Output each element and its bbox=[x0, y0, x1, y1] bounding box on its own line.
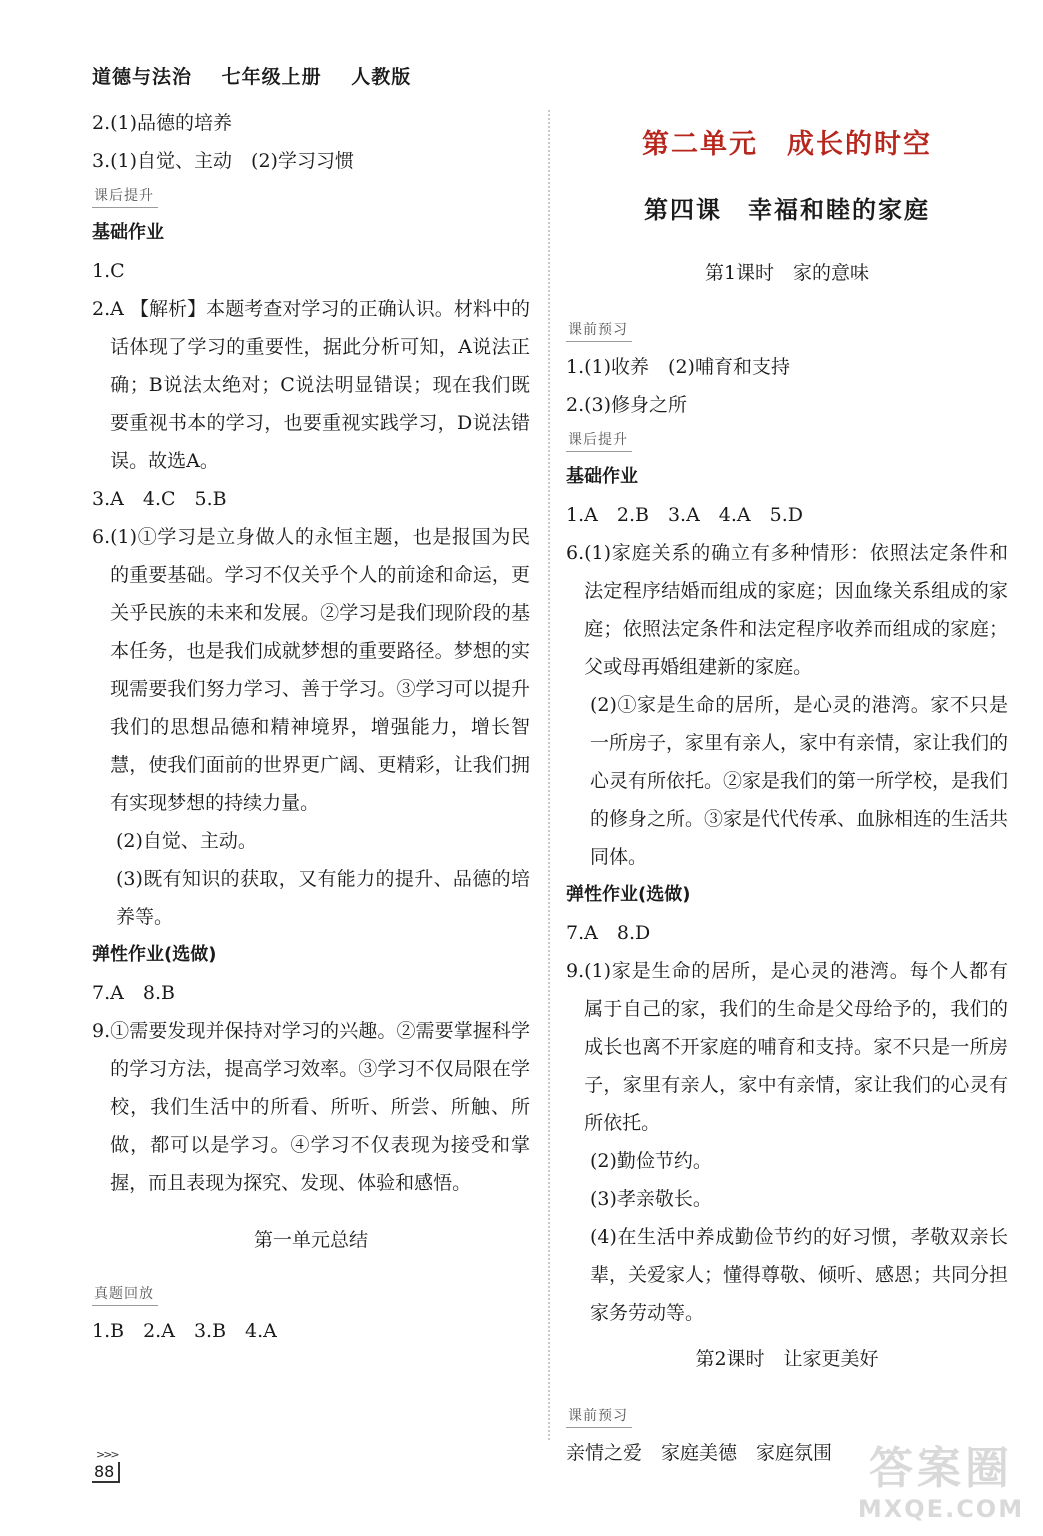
section-heading-basic: 基础作业 bbox=[566, 466, 638, 487]
answer-text: (3)既有知识的获取，又有能力的提升、品德的培养等。 bbox=[116, 868, 530, 928]
question-number: 2. bbox=[92, 298, 111, 320]
answer-line: (2)自觉、主动。 bbox=[116, 830, 257, 852]
question-number: 9. bbox=[566, 960, 585, 982]
answer-item bbox=[566, 952, 1008, 1142]
header-edition: 人教版 bbox=[351, 66, 412, 88]
answer-line: 1.A 2.B 3.A 4.A 5.D bbox=[566, 504, 803, 526]
section-tag-review: 真题回放 bbox=[92, 1284, 158, 1306]
watermark-logo: 答案圈 bbox=[869, 1443, 1013, 1494]
answer-text: (1)家是生命的居所，是心灵的港湾。每个人都有属于自己的家，我们的生命是父母给予的，我们的成长也离不开家庭的哺育和支持。家不只是一所房子，家里有亲人，家中有亲情，家让我们的心灵有所依托。 bbox=[584, 960, 1008, 1134]
left-column bbox=[92, 104, 530, 1350]
section-heading-flex: 弹性作业(选做) bbox=[566, 884, 691, 905]
answer-item bbox=[92, 290, 530, 480]
section-tag-after-class: 课后提升 bbox=[92, 186, 158, 208]
section-heading-basic: 基础作业 bbox=[92, 222, 164, 243]
answer-text: (1)①学习是立身做人的永恒主题，也是报国为民的重要基础。学习不仅关乎个人的前途和命运，更关乎民族的未来和发展。②学习是我们现阶段的基本任务，也是我们成就梦想的重要路径。梦想的实现需要我们努力学习、善于学习。③学习可以提升我们的思想品德和精神境界，增强能力，增长智慧，使我们面前的世界更广阔、更精彩，让我们拥有实现梦想的持续力量。 bbox=[110, 526, 530, 814]
answer-line: 3.(1)自觉、主动 (2)学习习惯 bbox=[92, 150, 354, 172]
section-tag-after-class: 课后提升 bbox=[566, 430, 632, 452]
page-number: >>> 88 bbox=[92, 1462, 120, 1483]
answer-item bbox=[566, 534, 1008, 686]
answer-line: 1.(1)收养 (2)哺育和支持 bbox=[566, 356, 790, 378]
section-tag-preview: 课前预习 bbox=[566, 1406, 632, 1428]
answer-line: 7.A 8.D bbox=[566, 922, 651, 944]
answer-line: 3.A 4.C 5.B bbox=[92, 488, 227, 510]
question-number: 6. bbox=[566, 542, 585, 564]
answer-line: 2.(3)修身之所 bbox=[566, 394, 688, 416]
answer-item bbox=[92, 1012, 530, 1202]
header-subject: 道德与法治 bbox=[92, 66, 193, 88]
section-heading-flex: 弹性作业(选做) bbox=[92, 944, 217, 965]
answer-item bbox=[566, 1218, 1008, 1332]
page-header bbox=[92, 62, 433, 89]
header-grade: 七年级上册 bbox=[221, 66, 322, 88]
answer-text: A 【解析】本题考查对学习的正确认识。材料中的话体现了学习的重要性，据此分析可知，A说法正确；B说法太绝对；C说法明显错误；现在我们既要重视书本的学习，也要重视实践学习，D说法错误。故选A。 bbox=[110, 298, 530, 472]
period-title: 第1课时 家的意味 bbox=[704, 262, 870, 284]
answer-text: (2)①家是生命的居所，是心灵的港湾。家不只是一所房子，家里有亲人，家中有亲情，家让我们的心灵有所依托。②家是我们的第一所学校，是我们的修身之所。③家是代代传承、血脉相连的生活共同体。 bbox=[590, 694, 1009, 868]
period-title: 第2课时 让家更美好 bbox=[695, 1348, 879, 1370]
right-column bbox=[566, 104, 1008, 1472]
answer-text: (1)家庭关系的确立有多种情形：依照法定条件和法定程序结婚而组成的家庭；因血缘关系组成的家庭；依照法定条件和法定程序收养而组成的家庭；父或母再婚组建新的家庭。 bbox=[584, 542, 1008, 678]
answer-line: (3)孝亲敬长。 bbox=[590, 1188, 712, 1210]
answer-item bbox=[566, 686, 1008, 876]
unit-title: 第二单元 成长的时空 bbox=[642, 129, 932, 160]
answer-line: 1.B 2.A 3.B 4.A bbox=[92, 1320, 277, 1342]
watermark bbox=[851, 1444, 1031, 1530]
page-arrows-icon: >>> bbox=[96, 1448, 118, 1461]
answer-item bbox=[92, 518, 530, 822]
question-number: 9. bbox=[92, 1020, 111, 1042]
answer-text: (4)在生活中养成勤俭节约的好习惯，孝敬双亲长辈，关爱家人；懂得尊敬、倾听、感恩；共同分担家务劳动等。 bbox=[590, 1226, 1009, 1324]
unit-summary-title: 第一单元总结 bbox=[253, 1229, 368, 1251]
answer-line: 1.C bbox=[92, 260, 125, 282]
section-tag-preview: 课前预习 bbox=[566, 320, 632, 342]
answer-line: 2.(1)品德的培养 bbox=[92, 112, 233, 134]
answer-line: (2)勤俭节约。 bbox=[590, 1150, 712, 1172]
answer-item bbox=[92, 860, 530, 936]
watermark-domain: MXQE.COM bbox=[857, 1495, 1025, 1523]
answer-line: 7.A 8.B bbox=[92, 982, 175, 1004]
question-number: 6. bbox=[92, 526, 111, 548]
answer-text: ①需要发现并保持对学习的兴趣。②需要掌握科学的学习方法，提高学习效率。③学习不仅局限在学校，我们生活中的所看、所听、所尝、所触、所做，都可以是学习。④学习不仅表现为接受和掌握，而且表现为探究、发现、体验和感悟。 bbox=[110, 1020, 530, 1194]
column-divider bbox=[548, 110, 550, 1440]
lesson-title: 第四课 幸福和睦的家庭 bbox=[644, 195, 930, 224]
answer-line: 亲情之爱 家庭美德 家庭氛围 bbox=[566, 1442, 833, 1464]
